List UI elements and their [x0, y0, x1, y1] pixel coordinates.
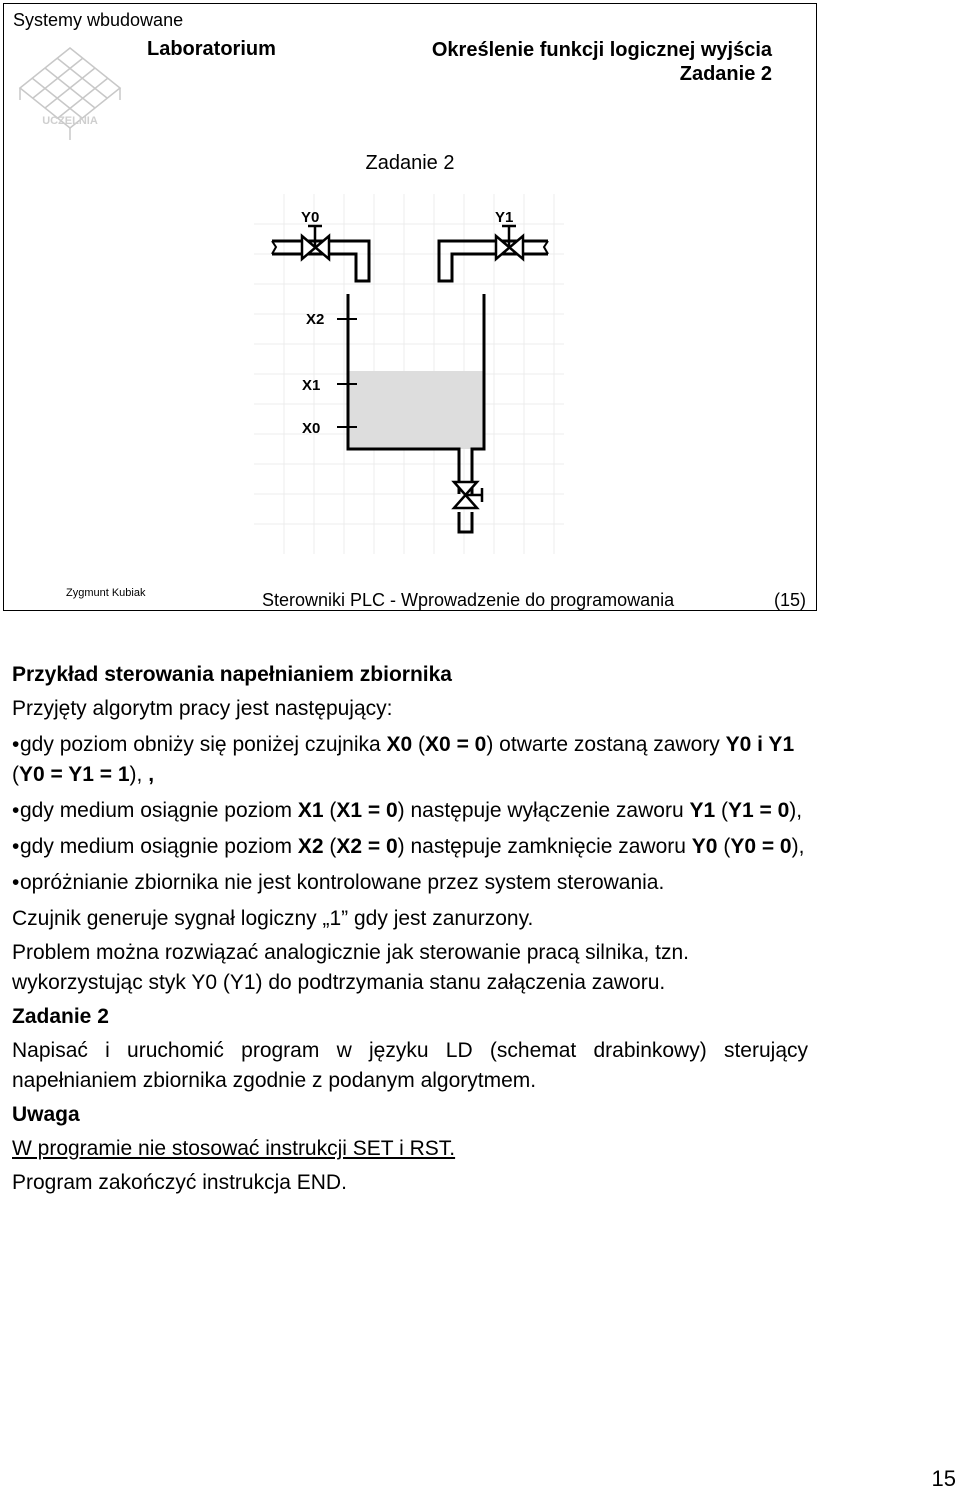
note-text: W programie nie stosować instrukcji SET i RST.: [12, 1137, 456, 1160]
intro-text: Przyjęty algorytm pracy jest następujący:: [12, 697, 393, 720]
label-x1: X1: [302, 377, 321, 394]
university-logo: [10, 28, 130, 148]
label-x0: X0: [302, 420, 321, 437]
bullet-2: •gdy medium osiągnie poziom X1 (X1 = 0) następuje wyłączenie zaworu Y1 (Y1 = 0),: [12, 799, 803, 822]
note-heading: Uwaga: [12, 1103, 80, 1126]
end-text: Program zakończyć instrukcja END.: [12, 1171, 347, 1194]
slide: [3, 3, 817, 611]
section-heading: Przykład sterowania napełnianiem zbiornika: [12, 663, 452, 686]
course-name: Systemy wbudowane: [13, 10, 184, 30]
header-title-line2: Zadanie 2: [679, 63, 772, 85]
label-y1: Y1: [495, 209, 514, 226]
task-heading: Zadanie 2: [12, 1005, 109, 1028]
task-text: Napisać i uruchomić program w języku LD (schemat drabinkowy) sterujący napełnianiem zbiornika zgodnie z podanym algorytmem.: [12, 1039, 808, 1092]
footer-title: Sterowniki PLC - Wprowadzenie do programowania: [262, 590, 675, 610]
bullet-1: •gdy poziom obniży się poniżej czujnika X0 (X0 = 0) otwarte zostaną zawory Y0 i Y1 (Y0 = Y1 = 1), ,: [12, 733, 795, 786]
author: Zygmunt Kubiak: [66, 587, 146, 599]
slide-heading: Zadanie 2: [365, 152, 455, 174]
lab-label: Laboratorium: [147, 38, 276, 60]
header-title-line1: Określenie funkcji logicznej wyjścia: [431, 39, 772, 61]
page-number: 15: [931, 1466, 956, 1491]
label-x2: X2: [306, 311, 325, 328]
sensor-text: Czujnik generuje sygnał logiczny „1” gdy jest zanurzony.: [12, 907, 534, 930]
bullet-4: •opróżnianie zbiornika nie jest kontrolowane przez system sterowania.: [12, 871, 665, 894]
slide-number: (15): [774, 590, 807, 610]
liquid-level: [348, 371, 484, 449]
problem-text: Problem można rozwiązać analogicznie jak sterowanie pracą silnika, tzn. wykorzystując styk Y0 (Y1) do podtrzymania stanu załączenia zaworu.: [12, 941, 689, 994]
outlet-pipe: [459, 512, 472, 532]
valve-outlet: [454, 482, 482, 508]
bullet-3: •gdy medium osiągnie poziom X2 (X2 = 0) następuje zamknięcie zaworu Y0 (Y0 = 0),: [12, 835, 805, 858]
notes-body: [12, 660, 808, 1198]
logo-text: UCZELNIA: [42, 115, 98, 127]
slide-header-title: [304, 38, 772, 86]
label-y0: Y0: [301, 209, 320, 226]
tank-diagram: [254, 194, 564, 554]
